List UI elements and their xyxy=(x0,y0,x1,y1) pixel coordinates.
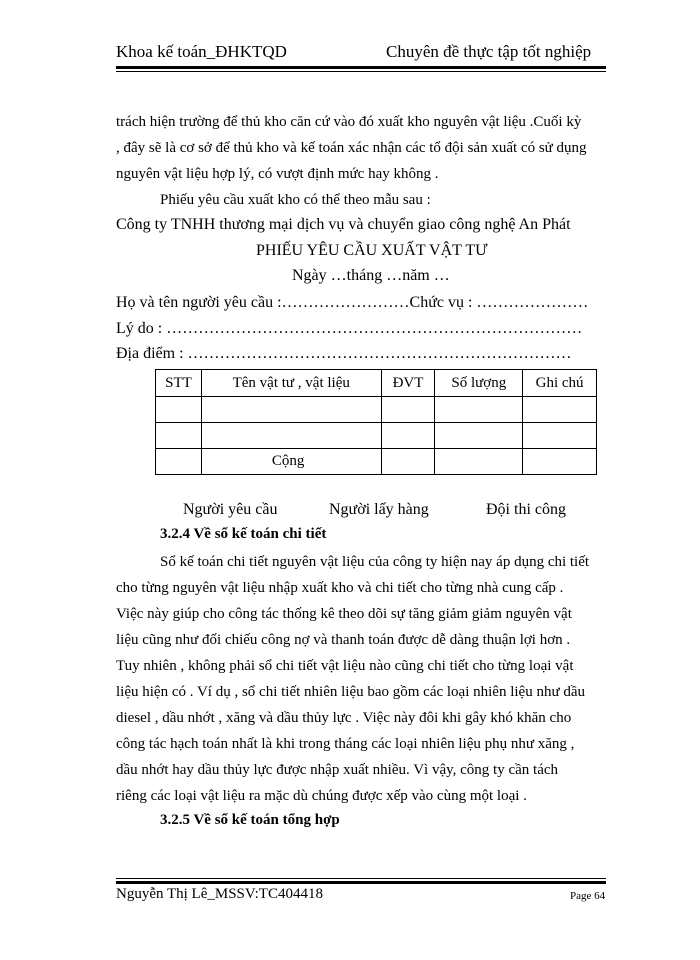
table-row xyxy=(156,397,597,423)
section-heading: 3.2.5 Về sổ kế toán tổng hợp xyxy=(160,812,340,828)
header-rule-thin xyxy=(116,71,606,72)
table-header-row xyxy=(156,370,597,397)
page-number: Page 64 xyxy=(570,890,606,902)
reason-line: Lý do : …………………………………………………………………… xyxy=(116,320,583,337)
section-heading: 3.2.4 Về sổ kế toán chi tiết xyxy=(160,526,327,542)
table-total-row xyxy=(156,449,597,475)
form-title: PHIẾU YÊU CẦU XUẤT VẬT TƯ xyxy=(256,242,488,259)
paragraph-line: diesel , dầu nhớt , xăng và dầu thủy lực . Việc này đôi khi gây khó khăn cho xyxy=(116,710,572,726)
paragraph-line: Tuy nhiên , không phải sổ chi tiết vật liệu nào cũng chi tiết cho từng loại vật xyxy=(116,658,574,674)
total-label: Cộng xyxy=(201,449,381,475)
paragraph-line: dầu nhớt hay dầu thủy lực được nhập xuất nhiều. Vì vậy, công ty cần tách xyxy=(116,762,559,778)
footer-author: Nguyễn Thị Lê_MSSV:TC404418 xyxy=(116,886,323,902)
paragraph-line: cho từng nguyên vật liệu nhập xuất kho và chi tiết cho từng nhà cung cấp . xyxy=(116,580,564,596)
footer-rule-thick xyxy=(116,881,606,884)
signature-team: Đội thi công xyxy=(486,501,566,518)
header-stt: STT xyxy=(156,370,202,397)
form-date-line: Ngày …tháng …năm … xyxy=(292,267,450,284)
paragraph-line: nguyên vật liệu hợp lý, có vượt định mức hay không . xyxy=(116,166,439,182)
request-form-table xyxy=(155,369,597,475)
header-right: Chuyên đề thực tập tốt nghiệp xyxy=(386,42,592,61)
paragraph-line: Sổ kế toán chi tiết nguyên vật liệu của công ty hiện nay áp dụng chi tiết xyxy=(160,554,590,570)
paragraph-line: công tác hạch toán nhất là khi trong tháng các loại nhiên liệu phụ như xăng , xyxy=(116,736,575,752)
header-quantity: Số lượng xyxy=(435,370,523,397)
header-item-name: Tên vật tư , vật liệu xyxy=(201,370,381,397)
signature-requester: Người yêu cầu xyxy=(183,501,278,518)
signature-receiver: Người lấy hàng xyxy=(329,501,429,518)
header-unit: ĐVT xyxy=(381,370,435,397)
footer-rule-thin xyxy=(116,878,606,879)
company-name: Công ty TNHH thương mại dịch vụ và chuyển giao công nghệ An Phát xyxy=(116,216,571,233)
table-row xyxy=(156,423,597,449)
paragraph-line: liệu cũng như đối chiếu công nợ và thanh toán được dễ dàng thuận lợi hơn . xyxy=(116,632,571,648)
intro-line: Phiếu yêu cầu xuất kho có thể theo mẫu sau : xyxy=(160,192,431,208)
paragraph-line: trách hiện trường để thủ kho căn cứ vào đó xuất kho nguyên vật liệu .Cuối kỳ xyxy=(116,114,582,130)
paragraph-line: , đây sẽ là cơ sở để thủ kho và kế toán xác nhận các tổ đội sản xuất có sử dụng xyxy=(116,140,587,156)
paragraph-line: Việc này giúp cho công tác thống kê theo dõi sự tăng giảm giảm nguyên vật xyxy=(116,606,572,622)
header-note: Ghi chú xyxy=(523,370,597,397)
paragraph-line: riêng các loại vật liệu ra mặc dù chúng được xếp vào cùng một loại . xyxy=(116,788,527,804)
location-line: Địa điểm : ……………………………………………………………… xyxy=(116,345,572,362)
paragraph-line: liệu hiện có . Ví dụ , sổ chi tiết nhiên liệu bao gồm các loại nhiên liệu như dầu xyxy=(116,684,585,700)
header-rule-thick xyxy=(116,66,606,69)
requester-line: Họ và tên người yêu cầu :……………………Chức vụ : ………………… xyxy=(116,294,589,311)
header-left: Khoa kế toán_ĐHKTQD xyxy=(116,42,287,61)
